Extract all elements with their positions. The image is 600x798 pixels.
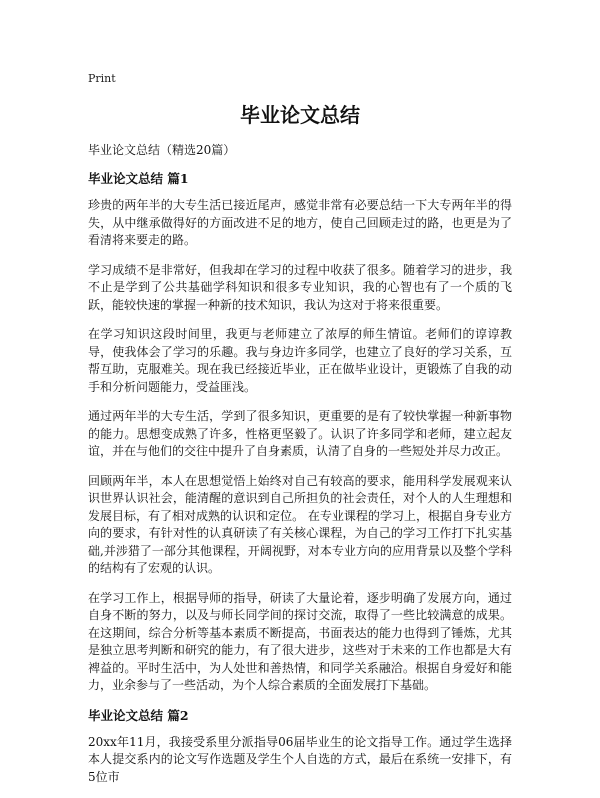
paragraph: 珍贵的两年半的大专生活已接近尾声，感觉非常有必要总结一下大专两年半的得失，从中继承做得好的方面改进不足的地方，使自己回顾走过的路，也更是为了看清将来要走的路。 — [88, 198, 512, 247]
document-subtitle: 毕业论文总结（精选20篇） — [88, 143, 236, 157]
paragraph: 回顾两年半，本人在思想觉悟上始终对自己有较高的要求，能用科学发展观来认识世界认识社会，能清醒的意识到自己所担负的社会责任，对个人的人生理想和发展目标，有了相对成熟的认识和定位。 在专业课程的学习上，根据自身专业方向的要求，有针对性的认真研读了有关核心课程，为自己的学习工作打下扎实基础,并涉猎了一部分其他课程，开阔视野，对本专业方向的应用背景以及整个学科的结构有了宏观的认识。 — [88, 473, 512, 575]
document-page — [88, 72, 512, 798]
section-1 — [88, 170, 512, 695]
print-link[interactable]: Print — [88, 72, 116, 85]
paragraph: 学习成绩不是非常好，但我却在学习的过程中收获了很多。随着学习的进步，我不止是学到了公共基础学科知识和很多专业知识，我的心智也有了一个质的飞跃，能较快速的掌握一种新的技术知识，我认为这对于将来很重要。 — [88, 262, 512, 312]
section-2 — [88, 707, 512, 787]
paragraph: 通过两年半的大专生活，学到了很多知识，更重要的是有了较快掌握一种新事物的能力。思想变成熟了许多，性格更坚毅了。认识了许多同学和老师，建立起友谊，并在与他们的交往中提升了自身素质，认清了自身的一些短处并尽力改正。 — [88, 409, 512, 458]
paragraph: 20xx年11月，我接受系里分派指导06届毕业生的论文指导工作。通过学生选择本人提交系内的论文写作选题及学生个人自选的方式，最后在系统一安排下，有5位市 — [88, 734, 512, 784]
section-heading: 毕业论文总结 篇2 — [88, 707, 189, 723]
paragraph: 在学习知识这段时间里，我更与老师建立了浓厚的师生情谊。老师们的谆谆教导，使我体会了学习的乐趣。我与身边许多同学，也建立了良好的学习关系，互帮互助，克服难关。现在我已经接近毕业，正在做毕业设计，更锻炼了自我的动手和分析问题能力，受益匪浅。 — [88, 327, 512, 394]
section-heading: 毕业论文总结 篇1 — [88, 171, 189, 186]
document-title: 毕业论文总结 — [240, 103, 360, 127]
paragraph: 在学习工作上，根据导师的指导，研读了大量论着，逐步明确了发展方向，通过自身不断的努力，以及与师长同学间的探讨交流，取得了一些比较满意的成果。在这期间，综合分析等基本素质不断提高，书面表达的能力也得到了锤炼，尤其是独立思考判断和研究的能力，有了很大进步，这些对于未来的工作也都是大有裨益的。平时生活中，为人处世和善热情，和同学关系融洽。根据自身爱好和能力，业余参与了一些活动，为个人综合素质的全面发展打下基础。 — [88, 590, 512, 692]
